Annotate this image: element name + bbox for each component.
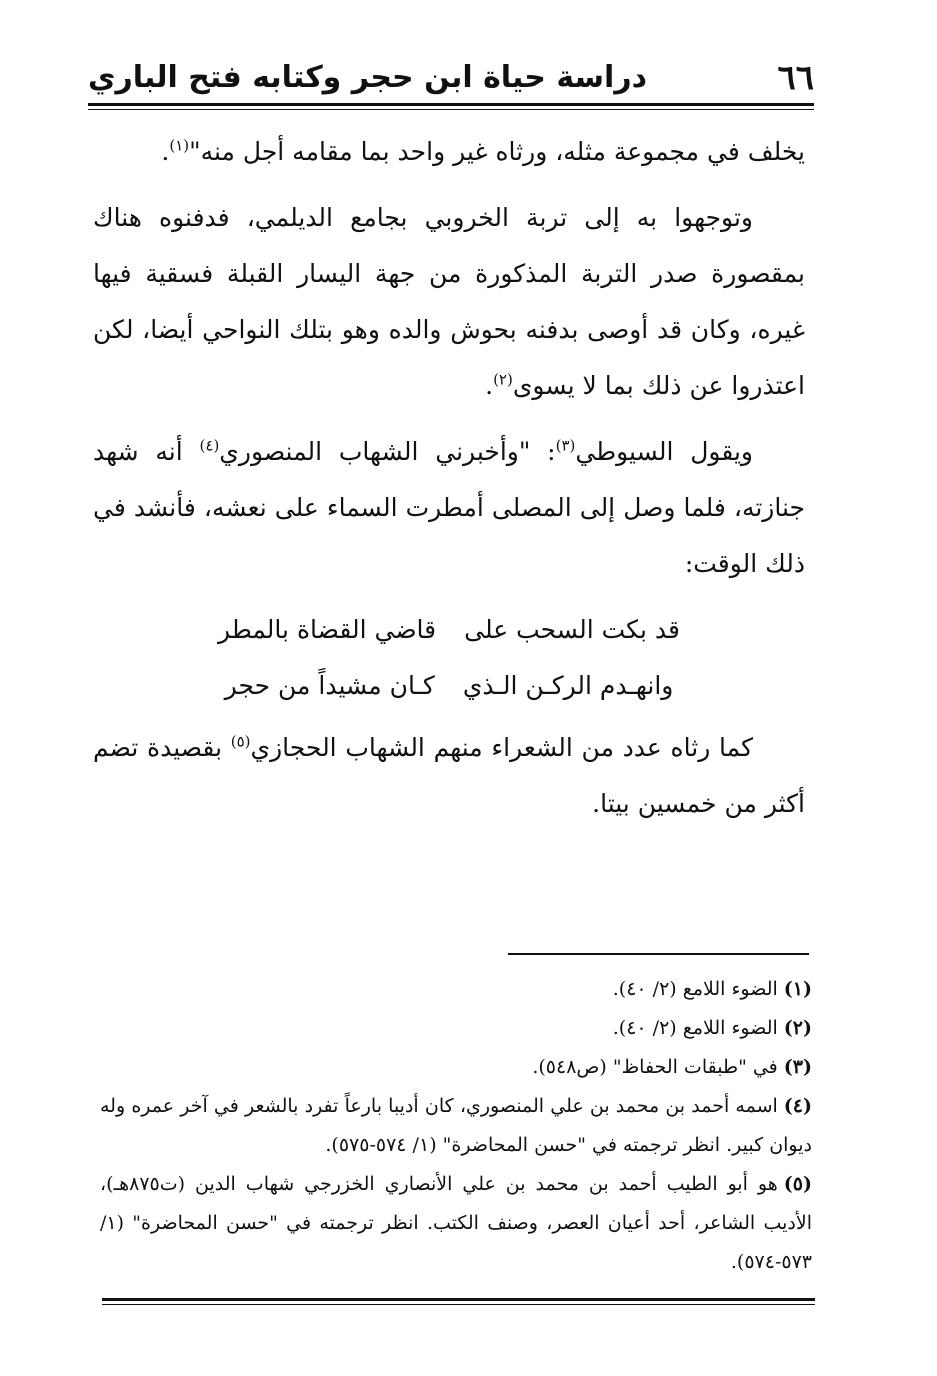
paragraph-3-part-c: أنه شهد جنازته، فلما وصل إلى المصلى أمطرت السماء على نعشه، فأنشد في ذلك الوقت: bbox=[93, 437, 805, 578]
footnote-ref-4: (٤) bbox=[199, 436, 220, 455]
paragraph-2-tail: . bbox=[485, 371, 494, 400]
page-header bbox=[88, 58, 814, 102]
footnote-1 bbox=[100, 970, 812, 1009]
footnote-ref-2: (٢) bbox=[493, 370, 513, 389]
footnote-4-text: اسمه أحمد بن محمد بن علي المنصوري، كان أديبا بارعاً تفرد بالشعر في آخر عمره وله ديوان كبير. انظر ترجمته في "حسن المحاضرة" (١/ ٥٧٤-٥٧٥). bbox=[100, 1095, 812, 1156]
footnotes bbox=[100, 970, 812, 1282]
footnote-2-number: (٢) bbox=[783, 1017, 812, 1039]
paragraph-4-part-b: بقصيدة تضم أكثر من خمسين بيتا. bbox=[93, 733, 805, 818]
page-number: ٦٦ bbox=[777, 58, 814, 98]
paragraph-2-text: وتوجهوا به إلى تربة الخروبي بجامع الديلمي، فدفنوه هناك بمقصورة صدر التربة المذكورة من جهة اليسار القبلة فسقية فيها غيره، وكان قد أوصى بدفنه بحوش والده وهو بتلك النواحي أيضا، لكن اعتذروا عن ذلك بما لا يسوى bbox=[93, 203, 805, 400]
paragraph-1-tail: . bbox=[161, 137, 170, 166]
poem bbox=[93, 602, 805, 714]
footnote-1-text: الضوء اللامع (٢/ ٤٠). bbox=[612, 978, 778, 1000]
paragraph-1 bbox=[93, 124, 805, 180]
footnote-ref-1: (١) bbox=[169, 136, 190, 155]
main-text bbox=[93, 124, 805, 842]
paragraph-4 bbox=[93, 720, 805, 832]
footnote-5-text: هو أبو الطيب أحمد بن محمد بن علي الأنصاري الخزرجي شهاب الدين (ت٨٧٥هـ)، الأديب الشاعر، أحد أعيان العصر، وصنف الكتب. انظر ترجمته في "حسن المحاضرة" (١/ ٥٧٣-٥٧٤). bbox=[100, 1173, 812, 1273]
running-title: دراسة حياة ابن حجر وكتابه فتح الباري bbox=[88, 60, 647, 95]
verse-2-first-hemistich: وانهـدم الركـن الـذي bbox=[462, 671, 674, 700]
footnote-4 bbox=[100, 1087, 812, 1165]
verse-2-second-hemistich: كـان مشيداً من حجر bbox=[224, 671, 435, 700]
footnote-3 bbox=[100, 1048, 812, 1087]
paragraph-2 bbox=[93, 190, 805, 414]
paragraph-3-part-b: : "وأخبرني الشهاب المنصوري bbox=[219, 437, 556, 466]
bottom-rule bbox=[102, 1298, 815, 1305]
footnote-separator bbox=[508, 953, 809, 955]
paragraph-4-part-a: كما رثاه عدد من الشعراء منهم الشهاب الحجازي bbox=[250, 733, 753, 762]
paragraph-1-text: يخلف في مجموعة مثله، ورثاه غير واحد بما مقامه أجل منه" bbox=[189, 137, 805, 166]
paragraph-3 bbox=[93, 424, 805, 592]
footnote-4-number: (٤) bbox=[783, 1095, 812, 1117]
footnote-ref-5: (٥) bbox=[230, 732, 251, 751]
poem-verse-2 bbox=[93, 658, 805, 714]
header-rule bbox=[88, 103, 814, 110]
footnote-2-text: الضوء اللامع (٢/ ٤٠). bbox=[612, 1017, 778, 1039]
verse-1-second-hemistich: قاضي القضاة بالمطر bbox=[218, 615, 437, 644]
footnote-5-number: (٥) bbox=[783, 1173, 812, 1195]
footnote-3-number: (٣) bbox=[783, 1056, 812, 1078]
footnote-5 bbox=[100, 1165, 812, 1282]
footnote-1-number: (١) bbox=[783, 978, 812, 1000]
paragraph-3-part-a: ويقول السيوطي bbox=[575, 437, 753, 466]
poem-verse-1 bbox=[93, 602, 805, 658]
footnote-3-text: في "طبقات الحفاظ" (ص٥٤٨). bbox=[532, 1056, 778, 1078]
footnote-ref-3: (٣) bbox=[555, 436, 576, 455]
footnote-2 bbox=[100, 1009, 812, 1048]
verse-1-first-hemistich: قد بكت السحب على bbox=[464, 615, 680, 644]
